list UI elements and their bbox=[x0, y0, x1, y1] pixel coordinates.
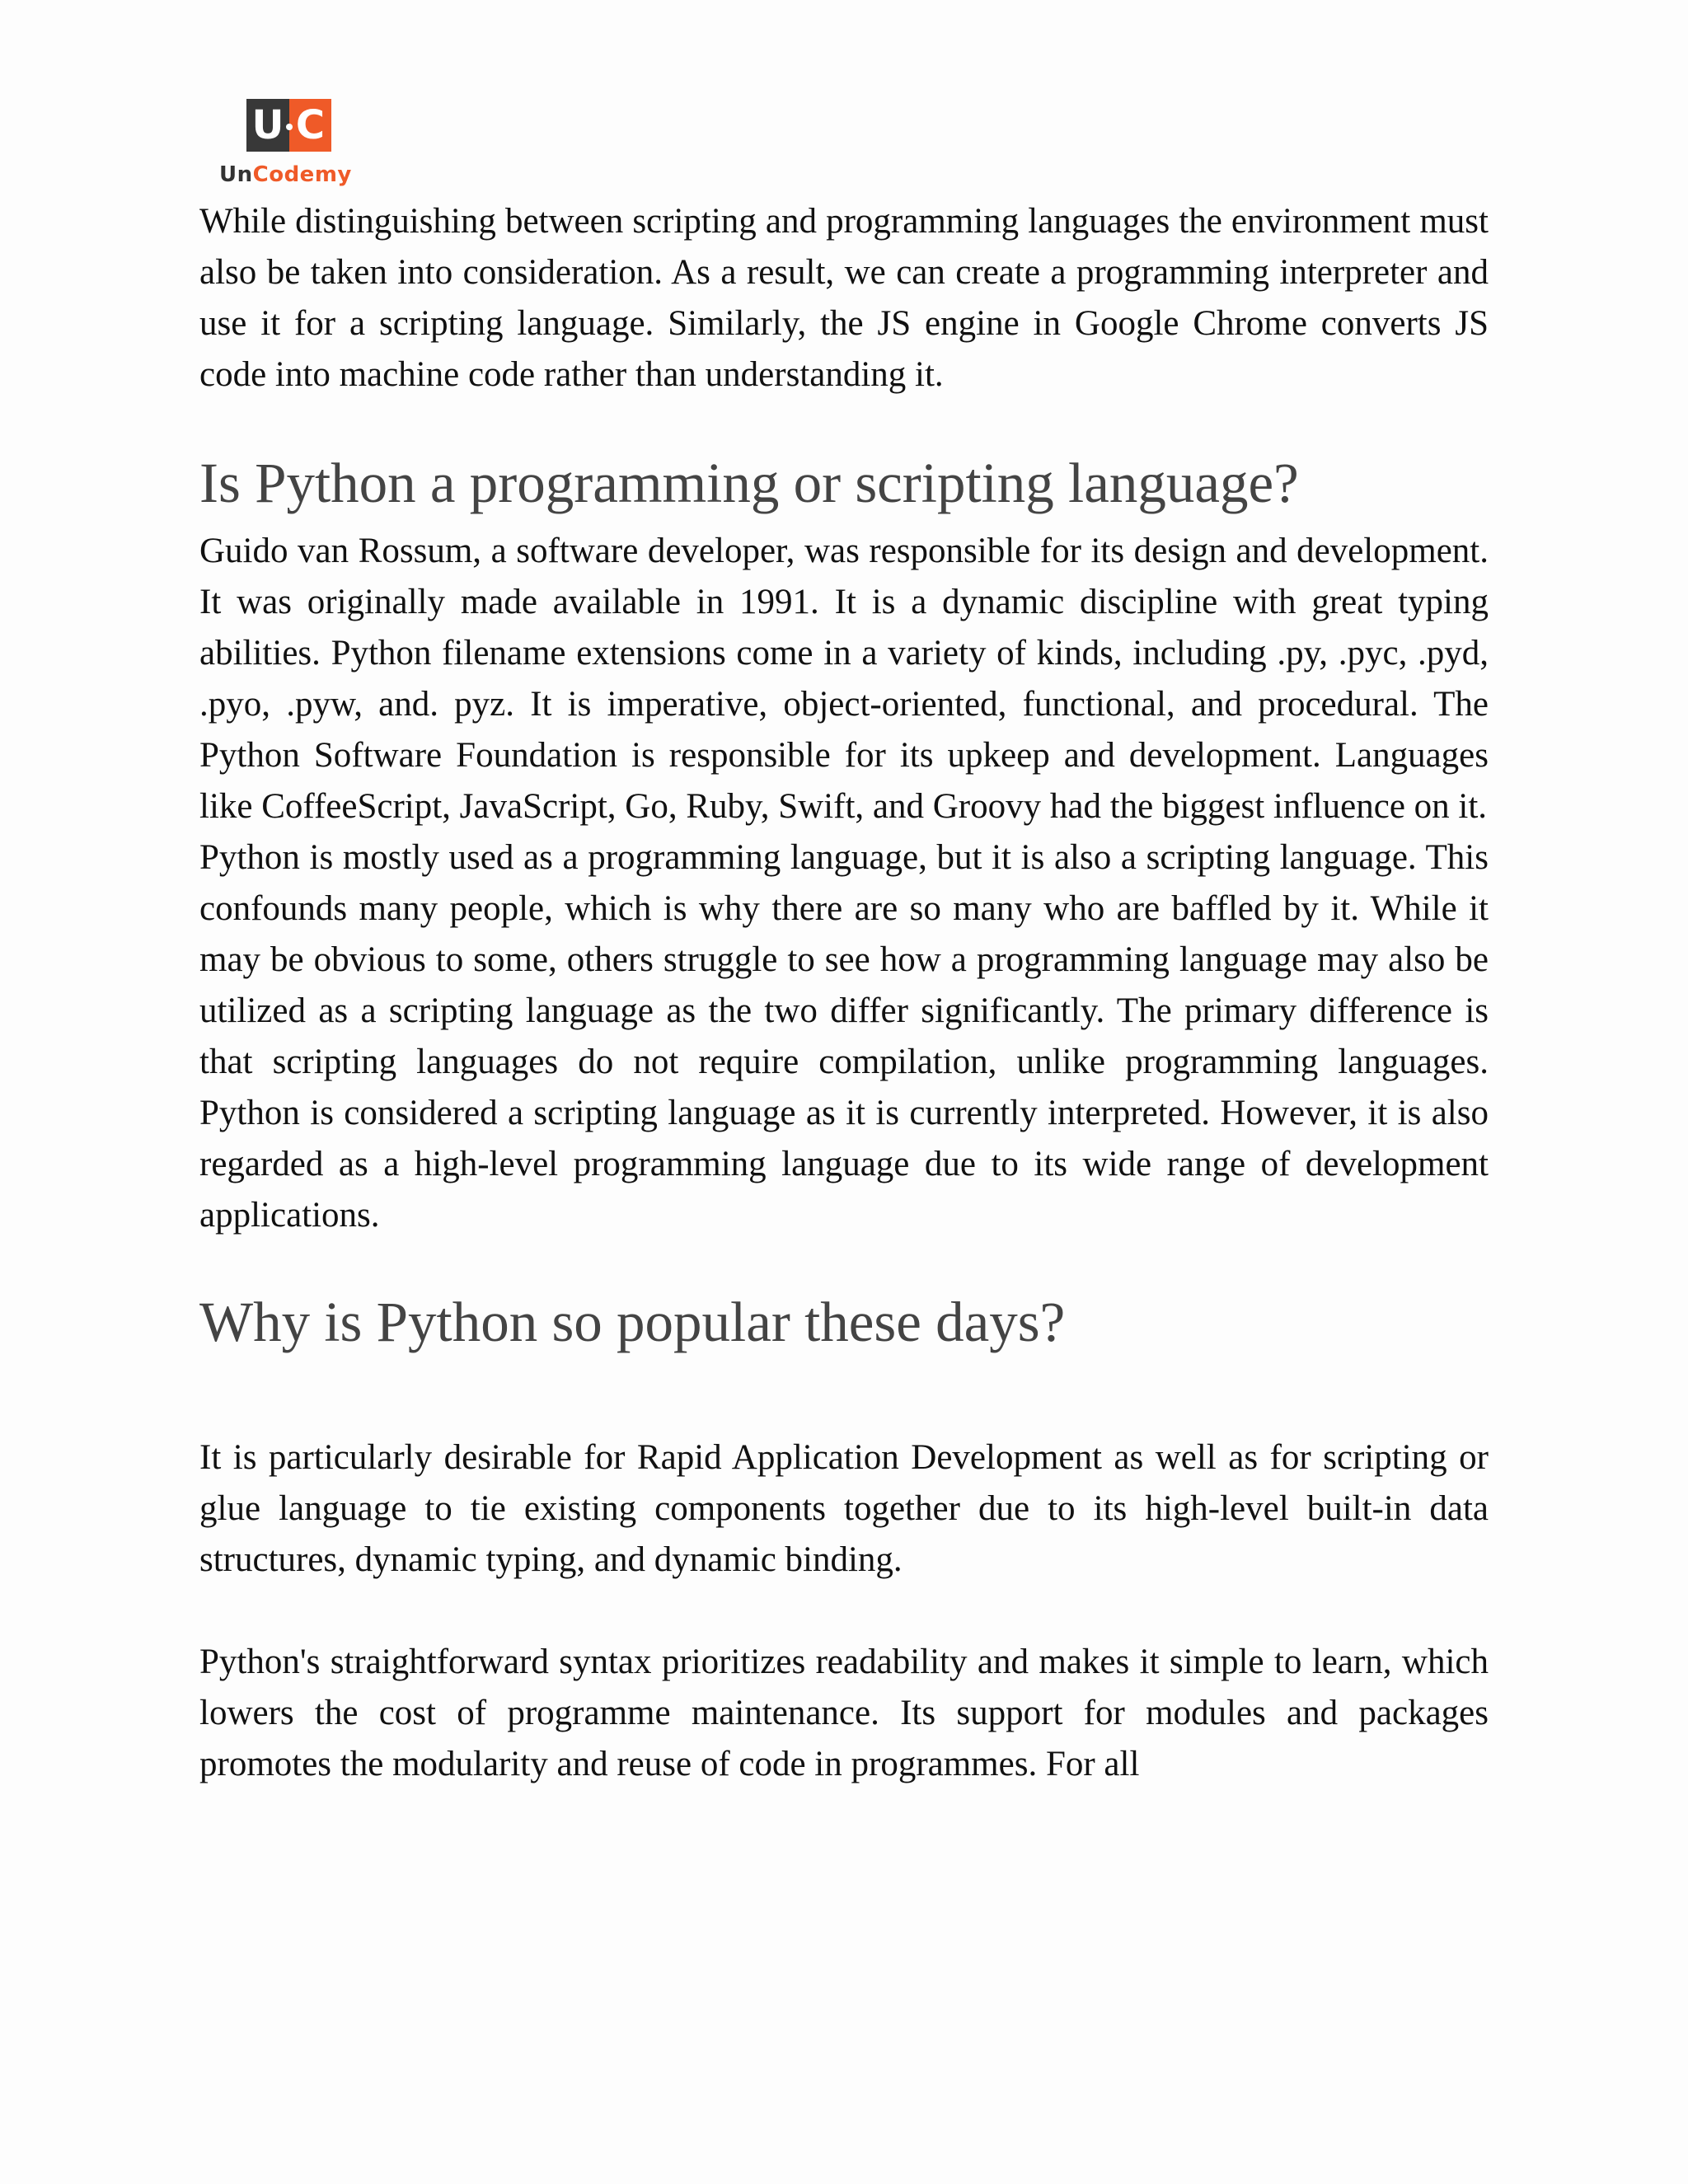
logo-dot-icon bbox=[286, 124, 293, 130]
document-content bbox=[199, 196, 1489, 1790]
section1-paragraph-2: Python is mostly used as a programming language, but it is also a scripting language. This confounds many people, which is why there are so many who are baffled by it. While it may be obvious to some, others struggle to see how a programming language may also be utilized as a scripting language as the two differ significantly. The primary difference is that scripting languages do not require compilation, unlike programming languages. Python is considered a scripting language as it is currently interpreted. However, it is also regarded as a high-level programming language due to its wide range of development applications. bbox=[199, 838, 1489, 1235]
section2-paragraph-1: It is particularly desirable for Rapid Application Development as well as for scripting or glue language to tie existing components together due to its high-level built-in data structures, dynamic typing, and dynamic binding. bbox=[199, 1438, 1489, 1579]
logo-letter-c: C bbox=[289, 99, 331, 152]
logo-word-dark: Un bbox=[219, 162, 253, 187]
uncodemy-logo bbox=[219, 99, 359, 188]
logo-badge bbox=[246, 99, 331, 152]
intro-paragraph: While distinguishing between scripting and programming languages the environment must also be taken into consideration. As a result, we can create a programming interpreter and use it for a scripting language. Similarly, the JS engine in Google Chrome converts JS code into machine code rather than understanding it. bbox=[199, 202, 1489, 394]
section2-paragraph-2: Python's straightforward syntax prioritizes readability and makes it simple to learn, which lowers the cost of programme maintenance. Its support for modules and packages promotes the modularity and reuse of code in programmes. For all bbox=[199, 1643, 1489, 1783]
section-heading-python-type: Is Python a programming or scripting language? bbox=[199, 452, 1299, 514]
logo-wordmark bbox=[219, 162, 359, 188]
logo-letter-u: U bbox=[246, 99, 289, 152]
logo-word-accent: Codemy bbox=[252, 162, 352, 187]
section-heading-python-popularity: Why is Python so popular these days? bbox=[199, 1291, 1066, 1353]
section1-paragraph-1: Guido van Rossum, a software developer, was responsible for its design and development. It was originally made available in 1991. It is a dynamic discipline with great typing abilities. Python filename extensions come in a variety of kinds, including .py, .pyc, .pyd, .pyo, .pyw, and. pyz. It is imperative, object-oriented, functional, and procedural. The Python Software Foundation is responsible for its upkeep and development. Languages like CoffeeScript, JavaScript, Go, Ruby, Swift, and Groovy had the biggest influence on it. bbox=[199, 532, 1489, 826]
